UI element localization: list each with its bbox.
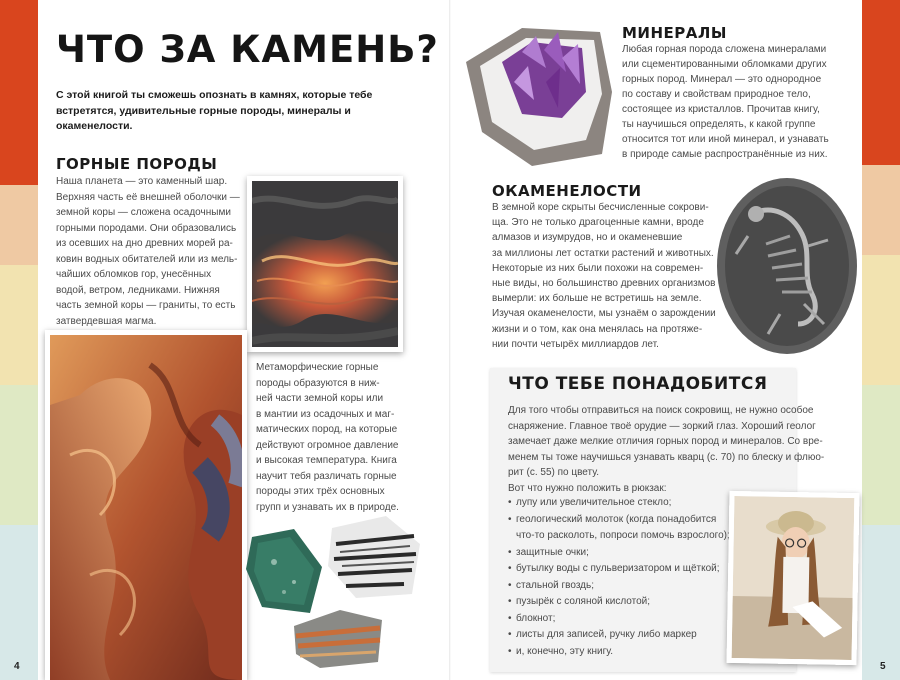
rock-specimen-banded <box>290 606 386 670</box>
need-heading: ЧТО ТЕБЕ ПОНАДОБИТСЯ <box>508 374 768 394</box>
edge-band-peach <box>0 185 40 265</box>
text-line: ща. Это не только драгоценные камни, вроде <box>492 217 704 229</box>
text-line: часть земной коры — граниты, то есть <box>56 300 236 311</box>
rock-specimen-gneiss <box>326 514 422 600</box>
fossils-heading: ОКАМЕНЕЛОСТИ <box>492 182 642 200</box>
text-line: Для того чтобы отправиться на поиск сокровищ, не нужно особое <box>508 405 814 416</box>
page-title: ЧТО ЗА КАМЕНЬ? <box>56 28 439 71</box>
text-line: рит (с. 55) по цвету. <box>508 467 600 478</box>
list-item: • лупу или увеличительное стекло; <box>508 495 738 512</box>
text-line: чайших обломков гор, унесённых <box>56 269 212 280</box>
edge-band-cream <box>860 255 900 385</box>
text-line: водой, ветром, ледниками. Нижняя <box>56 284 220 296</box>
list-item: • пузырёк с соляной кислотой; <box>508 594 738 611</box>
text-line: нии почти четырёх миллиардов лет. <box>492 338 659 350</box>
text-line: замечает даже мелкие отличия горных пород и минералов. Со вре- <box>508 436 823 447</box>
text-line: состоящее из кристаллов. Прочитав книгу, <box>622 104 820 115</box>
rock-specimen-green <box>244 527 324 617</box>
list-item: • блокнот; <box>508 611 738 628</box>
lava-photo <box>247 176 403 352</box>
minerals-text <box>622 42 852 162</box>
edge-band-red <box>860 0 900 165</box>
edge-band-green <box>860 385 900 525</box>
text-line: в природе самые распространённые из них. <box>622 149 828 160</box>
text-line: из осевших на дно древних морей ра- <box>56 238 233 249</box>
text-line: матических пород, на которые <box>256 424 398 435</box>
text-line: действуют огромное давление <box>256 439 399 451</box>
edge-band-red <box>0 0 40 185</box>
text-line: по составу и свойствам природное тело, <box>622 89 811 100</box>
rocks-heading: ГОРНЫЕ ПОРОДЫ <box>56 155 218 173</box>
text-line: ты научишься определять, к какой группе <box>622 119 816 130</box>
list-item: • и, конечно, эту книгу. <box>508 644 738 661</box>
list-item: • стальной гвоздь; <box>508 578 738 595</box>
girl-geologist-photo <box>727 491 860 665</box>
text-line: Некоторые из них были похожи на современ- <box>492 262 704 274</box>
text-line: или сцементированными обломками других <box>622 59 827 70</box>
fossils-text <box>492 200 724 352</box>
minerals-heading: МИНЕРАЛЫ <box>622 24 727 42</box>
text-line: менем ты тоже научишься узнавать кварц (с. 70) по блеску и флюо- <box>508 451 825 463</box>
page-number-right: 5 <box>880 661 886 672</box>
canyon-photo <box>45 330 247 680</box>
book-spine <box>449 0 451 680</box>
text-line: ковин водных обитателей или из мель- <box>56 253 238 265</box>
edge-band-green <box>0 385 40 525</box>
text-line: научит тебя различать горные <box>256 470 397 482</box>
text-line: В земной коре скрыты бесчисленные сокрови- <box>492 202 709 213</box>
text-line: ней части земной коры или <box>256 393 384 404</box>
text-line: затвердевшая магма. <box>56 315 157 327</box>
text-line: горными породами. Они образовались <box>56 222 237 234</box>
text-line: горных пород. Минерал — это однородное <box>622 74 822 85</box>
fossil-stone <box>712 174 862 358</box>
text-line: породы этих трёх основных <box>256 486 385 497</box>
text-line: Любая горная порода сложена минералами <box>622 44 827 55</box>
text-line: Верхняя часть её внешней оболочки — <box>56 191 240 203</box>
metamorphic-text <box>256 360 436 515</box>
backpack-intro: Вот что нужно положить в рюкзак: <box>508 483 667 494</box>
text-line: жизни и о том, как она менялась на протяже- <box>492 323 703 335</box>
text-line: относится тот или иной минерал, и узнавать <box>622 134 829 145</box>
rocks-text <box>56 174 266 329</box>
text-line: земной коры — сложена осадочными <box>56 207 231 218</box>
backpack-list <box>508 495 738 660</box>
text-line: снаряжение. Главное твоё орудие — зоркий глаз. Хороший геолог <box>508 420 816 432</box>
edge-band-peach <box>860 165 900 255</box>
edge-band-cream <box>0 265 40 385</box>
edge-band-blue <box>0 525 40 680</box>
list-item: • листы для записей, ручку либо маркер <box>508 627 738 644</box>
edge-band-blue <box>860 525 900 680</box>
list-item: • геологический молоток (когда понадобится <box>508 512 738 529</box>
list-item: • защитные очки; <box>508 545 738 562</box>
intro-lead: С этой книгой ты сможешь опознать в камнях, которые тебе встретятся, удивительные горные породы, минералы и окаменелости. <box>56 89 373 132</box>
text-line: за миллионы лет остатки растений и животных. <box>492 247 714 259</box>
text-line: Наша планета — это каменный шар. <box>56 176 228 187</box>
text-line: групп и узнавать их в природе. <box>256 501 399 513</box>
amethyst-geode <box>462 22 614 168</box>
text-line: породы образуются в ниж- <box>256 377 380 389</box>
list-item: что-то расколоть, попроси помочь взрослого); <box>516 530 730 541</box>
text-line: в мантии из осадочных и маг- <box>256 408 395 420</box>
text-line: ные виды, но большинство древних организмов <box>492 278 716 290</box>
text-line: Метаморфические горные <box>256 362 379 373</box>
list-item: • бутылку воды с пульверизатором и щёткой; <box>508 561 738 578</box>
text-line: и высокая температура. Книга <box>256 455 397 466</box>
need-text <box>508 403 858 481</box>
text-line: вымерли: их больше не встретишь на земле. <box>492 293 702 305</box>
text-line: Изучая окаменелости, мы узнаём о зарождении <box>492 308 716 320</box>
text-line: алмазов и изумрудов, но и окаменевшие <box>492 232 683 244</box>
page-number-left: 4 <box>14 661 20 672</box>
